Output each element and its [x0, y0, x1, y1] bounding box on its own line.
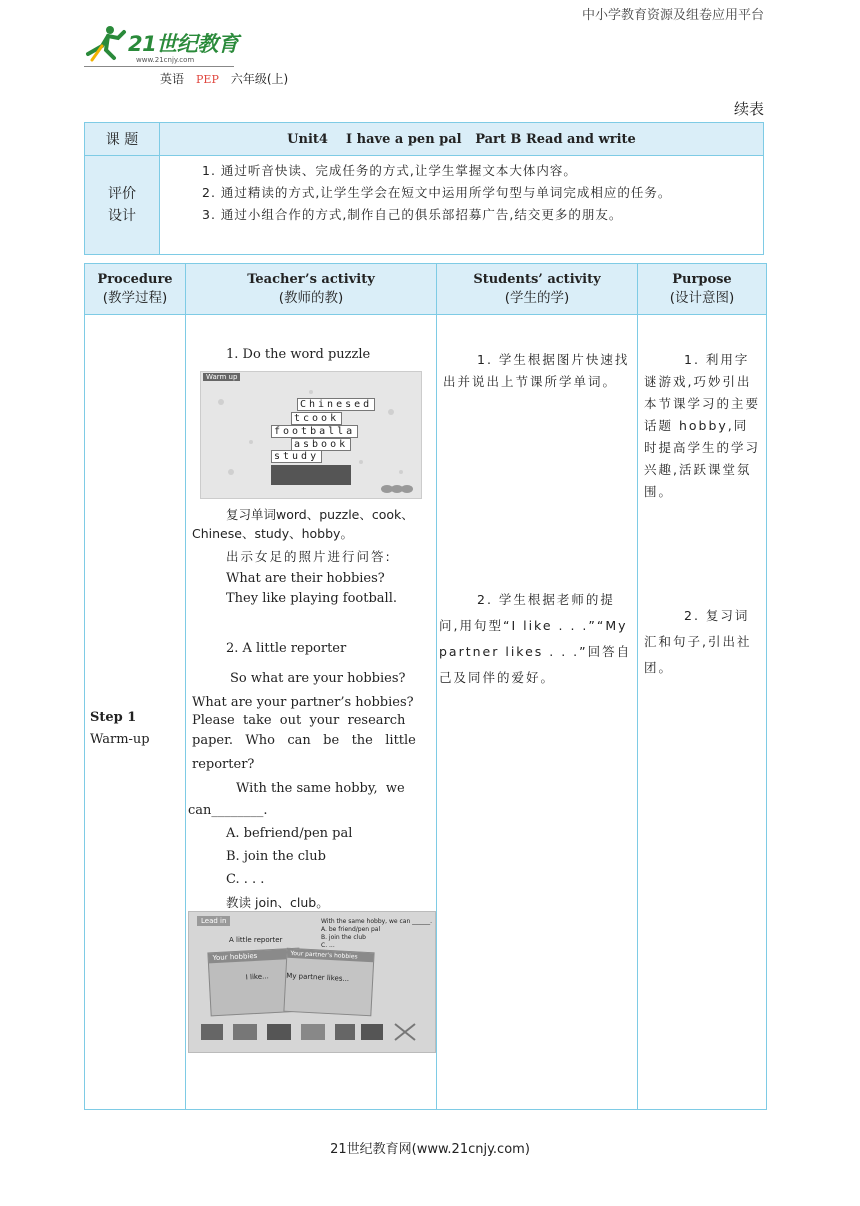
platform-name: 中小学教育资源及组卷应用平台: [581, 8, 764, 23]
puzzle-word-1: Chinesed: [297, 398, 375, 411]
lead-option-b: B. join the club: [321, 934, 366, 941]
question-4b: paper. Who can be the little: [192, 733, 416, 748]
your-hobbies-label: Your hobbies: [208, 949, 298, 964]
header-teacher-en: Teacher’s activity: [247, 271, 375, 287]
lead-option-c: C. ...: [321, 942, 335, 949]
partner-hobbies-label: Your partner's hobbies: [287, 949, 373, 962]
students-cell: [437, 315, 638, 1110]
option-c: C. . . .: [226, 872, 265, 887]
lead-reporter: A little reporter: [229, 936, 283, 944]
student-activity-2: 2. 学生根据老师的提问,用句型“I like . . .”“My partner likes . . .”回答自己及同伴的爱好。: [439, 592, 632, 685]
eval-items: [160, 156, 764, 255]
question-5b: can________.: [188, 803, 268, 818]
continued-label: 续表: [733, 100, 764, 118]
review-line-2: Chinese、study、hobby。: [192, 526, 353, 541]
header-students: [437, 264, 638, 315]
hobby-thumbnails-icon: [189, 1020, 435, 1050]
question-2: So what are your hobbies?: [230, 671, 406, 686]
question-3: What are your partner’s hobbies?: [192, 695, 414, 710]
question-4a: Please take out your research: [192, 713, 406, 728]
header-procedure-zh: (教学过程): [102, 289, 168, 306]
lead-in-image: [188, 911, 436, 1053]
teacher-item-1: 1. Do the word puzzle: [226, 347, 371, 362]
logo-divider: [84, 66, 234, 67]
lead-question-block: [321, 918, 432, 950]
footer: 21世纪教育网(www.21cnjy.com): [330, 1142, 530, 1157]
topic-label: 课 题: [85, 123, 160, 156]
question-5a: With the same hobby, we: [236, 781, 405, 796]
header-purpose: [638, 264, 767, 315]
step-name: Warm-up: [90, 732, 150, 747]
question-1: What are their hobbies?: [226, 571, 385, 586]
purpose-2: 2. 复习词汇和句子,引出社团。: [644, 608, 752, 675]
info-table: [84, 122, 764, 255]
runner-logo-icon: [84, 24, 128, 64]
review-line-1: 复习单词word、puzzle、cook、: [226, 507, 414, 522]
question-4c: reporter?: [192, 757, 255, 772]
header-purpose-en: Purpose: [672, 271, 732, 287]
grade: 六年级(上): [230, 72, 289, 86]
lead-option-a: A. be friend/pen pal: [321, 926, 381, 933]
topic-title: Unit4 I have a pen pal Part B Read and write: [160, 123, 764, 156]
answer-1: They like playing football.: [226, 591, 397, 606]
puzzle-word-2: tcook: [291, 412, 342, 425]
step: [90, 707, 150, 751]
puzzle-word-5: study: [271, 450, 322, 463]
eval-label: [85, 156, 160, 255]
procedure-cell: [85, 315, 186, 1110]
logo: [84, 22, 254, 66]
teach-words: 教读 join、club。: [226, 895, 329, 910]
subject-line: [160, 70, 288, 87]
word-puzzle-image: [200, 371, 422, 499]
eval-item-2: 2. 通过精读的方式,让学生学会在短文中运用所学句型与单词完成相应的任务。: [202, 185, 672, 200]
puzzle-word-3: footballa: [271, 425, 358, 438]
option-a: A. befriend/pen pal: [226, 826, 353, 841]
header-students-zh: (学生的学): [504, 289, 570, 306]
i-like-text: I like...: [245, 972, 269, 982]
header-procedure-en: Procedure: [97, 271, 173, 287]
header-students-en: Students’ activity: [473, 271, 601, 287]
edition: PEP: [196, 73, 219, 86]
purpose-1: 1. 利用字谜游戏,巧妙引出本节课学习的主要话题 hobby,同时提高学生的学习兴趣,活跃课堂氛围。: [644, 352, 761, 499]
teacher-cell: [186, 315, 437, 1110]
puzzle-tag: Warm up: [203, 373, 240, 381]
subject: 英语: [160, 72, 185, 86]
lesson-plan-table: [84, 263, 767, 1110]
puzzle-word-4: asbook: [291, 438, 351, 451]
step-title: Step 1: [90, 710, 137, 725]
photo-instruction: 出示女足的照片进行问答:: [226, 549, 392, 564]
header-teacher-zh: (教师的教): [278, 289, 344, 306]
teacher-item-2: 2. A little reporter: [226, 641, 347, 656]
student-activity-1: 1. 学生根据图片快速找出并说出上节课所学单词。: [443, 352, 630, 389]
header-purpose-zh: (设计意图): [669, 289, 735, 306]
eval-label-text: 评价设计: [108, 186, 136, 224]
partner-likes-text: My partner likes...: [286, 971, 350, 984]
header-procedure: [85, 264, 186, 315]
partner-hobbies-card: [283, 948, 374, 1017]
lead-question: With the same hobby, we can ______.: [321, 918, 433, 925]
logo-url: www.21cnjy.com: [136, 56, 195, 64]
header-teacher: [186, 264, 437, 315]
eval-item-3: 3. 通过小组合作的方式,制作自己的俱乐部招募广告,结交更多的朋友。: [202, 207, 623, 222]
option-b: B. join the club: [226, 849, 326, 864]
logo-text: 21世纪教育: [128, 32, 239, 56]
lead-tag: Lead in: [197, 916, 230, 926]
eval-item-1: 1. 通过听音快读、完成任务的方式,让学生掌握文本大体内容。: [202, 163, 577, 178]
purpose-cell: [638, 315, 767, 1110]
